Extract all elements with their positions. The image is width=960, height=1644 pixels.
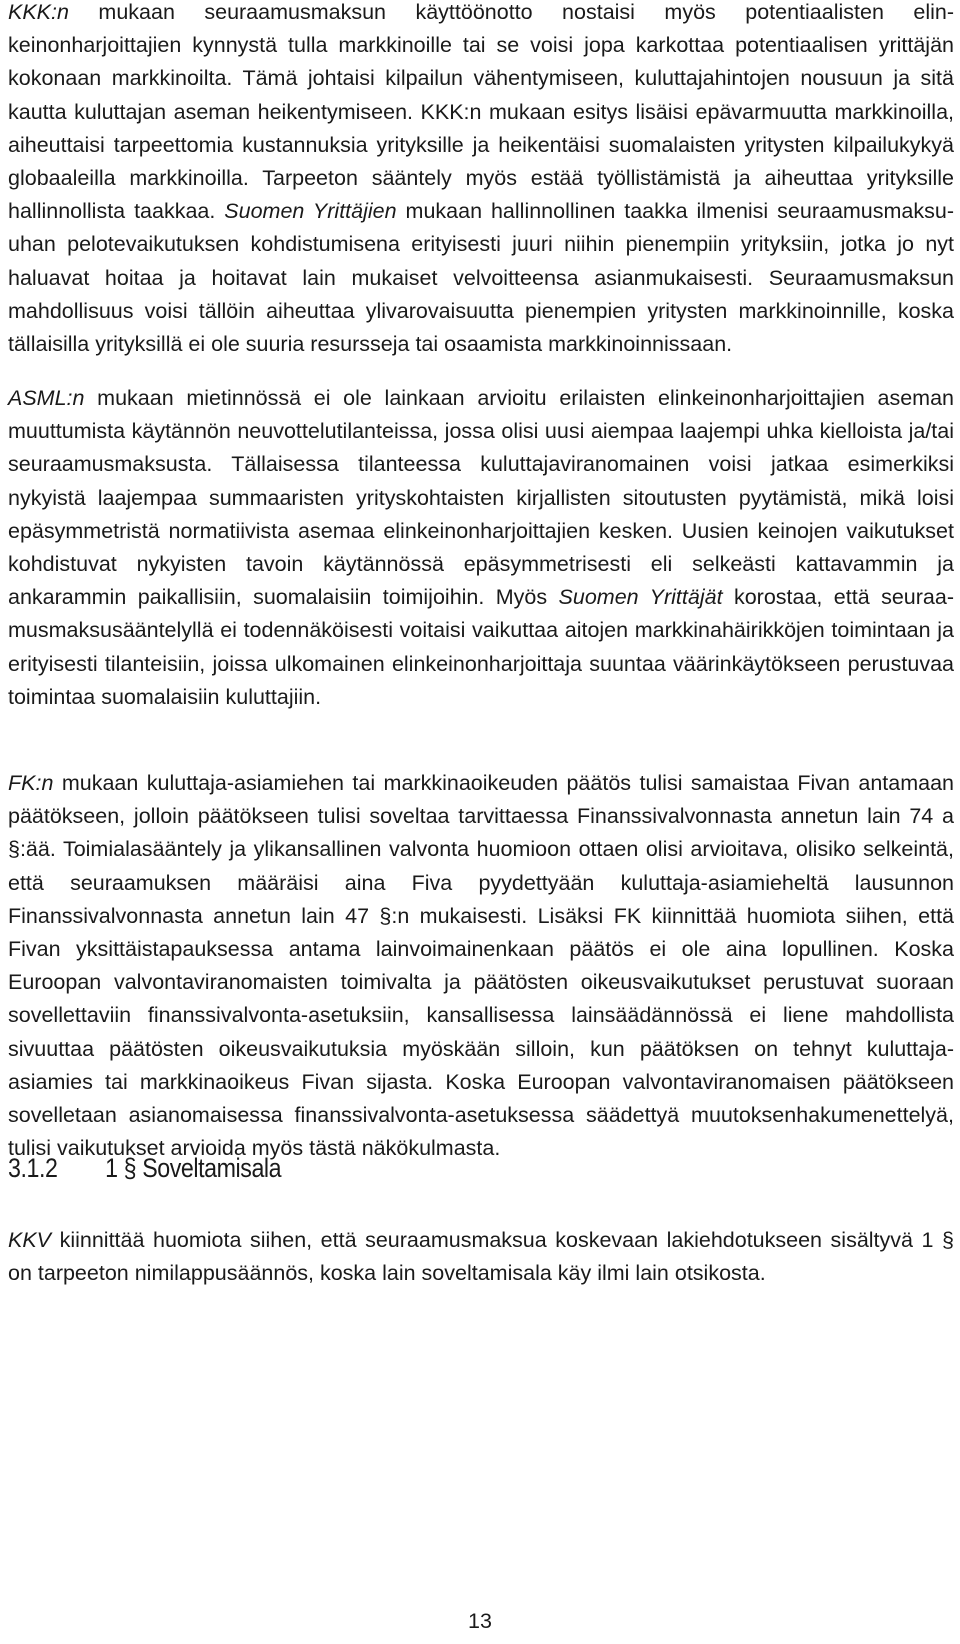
italic-name: ASML:n — [8, 386, 85, 410]
paragraph-kkv — [8, 1224, 954, 1290]
section-heading — [8, 1150, 281, 1186]
italic-name: Suomen Yrittäjien — [224, 199, 397, 224]
section-title: 1 § Soveltamisala — [105, 1153, 282, 1183]
paragraph-fk — [8, 767, 954, 1165]
text-run: kiinnittää huomiota siihen, että seuraamusmaksua koskevaan lakiehdotukseen sisältyvä 1 § on tarpeeton nimilappusäännös, koska lain soveltamisala käy ilmi lain otsikosta. — [8, 1228, 954, 1286]
paragraph-kkk — [8, 0, 954, 361]
text-run: mukaan hallinnollinen taakka ilmenisi seuraamusmaksu-uhan pelotevaikutuksen kohdistumisena erityisesti juuri niihin pienempiin yrityksiin, jotka jo nyt haluavat hoitaa ja hoitavat lain mukaiset velvoitteensa asianmukaisesti. Seuraamusmaksun mahdollisuus voisi tällöin aiheuttaa ylivarovaisuutta pienempien yritysten markkinoinnille, koska tällaisilla yrityksillä ei ole suuria resursseja tai osaamista markkinoinnissaan. — [8, 199, 954, 357]
text-run: mukaan kuluttaja-asiamiehen tai markkinaoikeuden päätös tulisi samaistaa Fivan antamaan päätökseen, jolloin päätökseen tulisi soveltaa tarvittaessa Finanssivalvonnasta annetun lain 74 a §:ää. Toimialasääntely ja ylikansallinen valvonta huomioon ottaen olisi arvioitava, olisiko selkeintä, että seuraamuksen määräisi aina Fiva pyydettyään kuluttaja-asiamieheltä lausunnon Finanssivalvonnasta annetun lain 47 §:n mukaisesti. Lisäksi FK kiinnittää huomiota siihen, että Fivan yksittäistapauksessa antama lainvoimainenkaan päätös ei ole aina lopullinen. Koska Euroopan valvontaviranomaisten toimivalta ja päätösten oikeusvaikutukset perustuvat suoraan sovellettaviin finanssivalvonta-asetuksiin, kansallisessa lainsäädännössä ei liene mahdollista sivuuttaa päätösten oikeusvaikutuksia myöskään silloin, kun päätöksen on tehnyt kuluttaja-asiamies tai markkinaoikeus Fivan sijasta. Koska Euroopan valvontaviranomaisen päätökseen sovelletaan asianomaisessa finanssivalvonta-asetuksessa säädettyä muutoksenhakumenettelyä, tulisi vaikutukset arvioida myös tästä näkökulmasta. — [8, 771, 954, 1161]
text-run: mukaan mietinnössä ei ole lainkaan arvioitu erilaisten elinkeinonharjoittajien aseman muuttumista käytännön neuvottelutilanteissa, jossa olisi uusi aiempaa laajempi uhka kielloista ja/tai seuraamusmaksusta. Tällaisessa tilanteessa kuluttajaviranomainen voisi jatkaa esimerkiksi nykyistä laajempaa summaaristen yrityskohtaisten kirjallisten sitoutusten pyytämistä, mikä loisi epäsymmetristä normatiivista asemaa elinkeinonharjoittajien kesken. Uusien keinojen vaikutukset kohdistuvat nykyisten tavoin käytännössä epäsymmetrisesti eli selkeästi kattavammin ja ankarammin paikallisiin, suomalaisiin toimijoihin. Myös — [8, 386, 954, 610]
paragraph-asml — [8, 382, 954, 714]
page-number: 13 — [468, 1609, 492, 1633]
italic-name: FK:n — [8, 771, 54, 795]
italic-name: KKK:n — [8, 0, 69, 24]
text-run: mukaan seuraamusmaksun käyttöönotto nostaisi myös potentiaalisten elinkeinonharjoittajien kynnystä tulla markkinoille tai se voisi jopa karkottaa potentiaalisen yrittäjän kokonaan markkinoilta. Tämä johtaisi kilpailun vähentymiseen, kuluttajahintojen nousuun ja sitä kautta kuluttajan aseman heikentymiseen. KKK:n mukaan esitys lisäisi epävarmuutta markkinoilla, aiheuttaisi tarpeettomia kustannuksia yrityksille ja heikentäisi suomalaisten yritysten kilpailukykyä globaaleilla markkinoilla. Tarpeeton sääntely myös estää työllistämistä ja aiheuttaa yrityksille hallinnollista taakkaa. — [8, 0, 954, 224]
text-run: korostaa, että seuraamusmaksusääntelyllä ei todennäköisesti voitaisi vaikuttaa aitojen markkinahäirikköjen toimintaan ja erityisesti tilanteisiin, joissa ulkomainen elinkeinonharjoittaja suuntaa väärinkäytökseen perustuvaa toimintaa suomalaisiin kuluttajiin. — [8, 585, 954, 709]
italic-name: KKV — [8, 1228, 52, 1252]
italic-name: Suomen Yrittäjät — [558, 585, 723, 610]
section-number: 3.1.2 — [8, 1153, 58, 1183]
